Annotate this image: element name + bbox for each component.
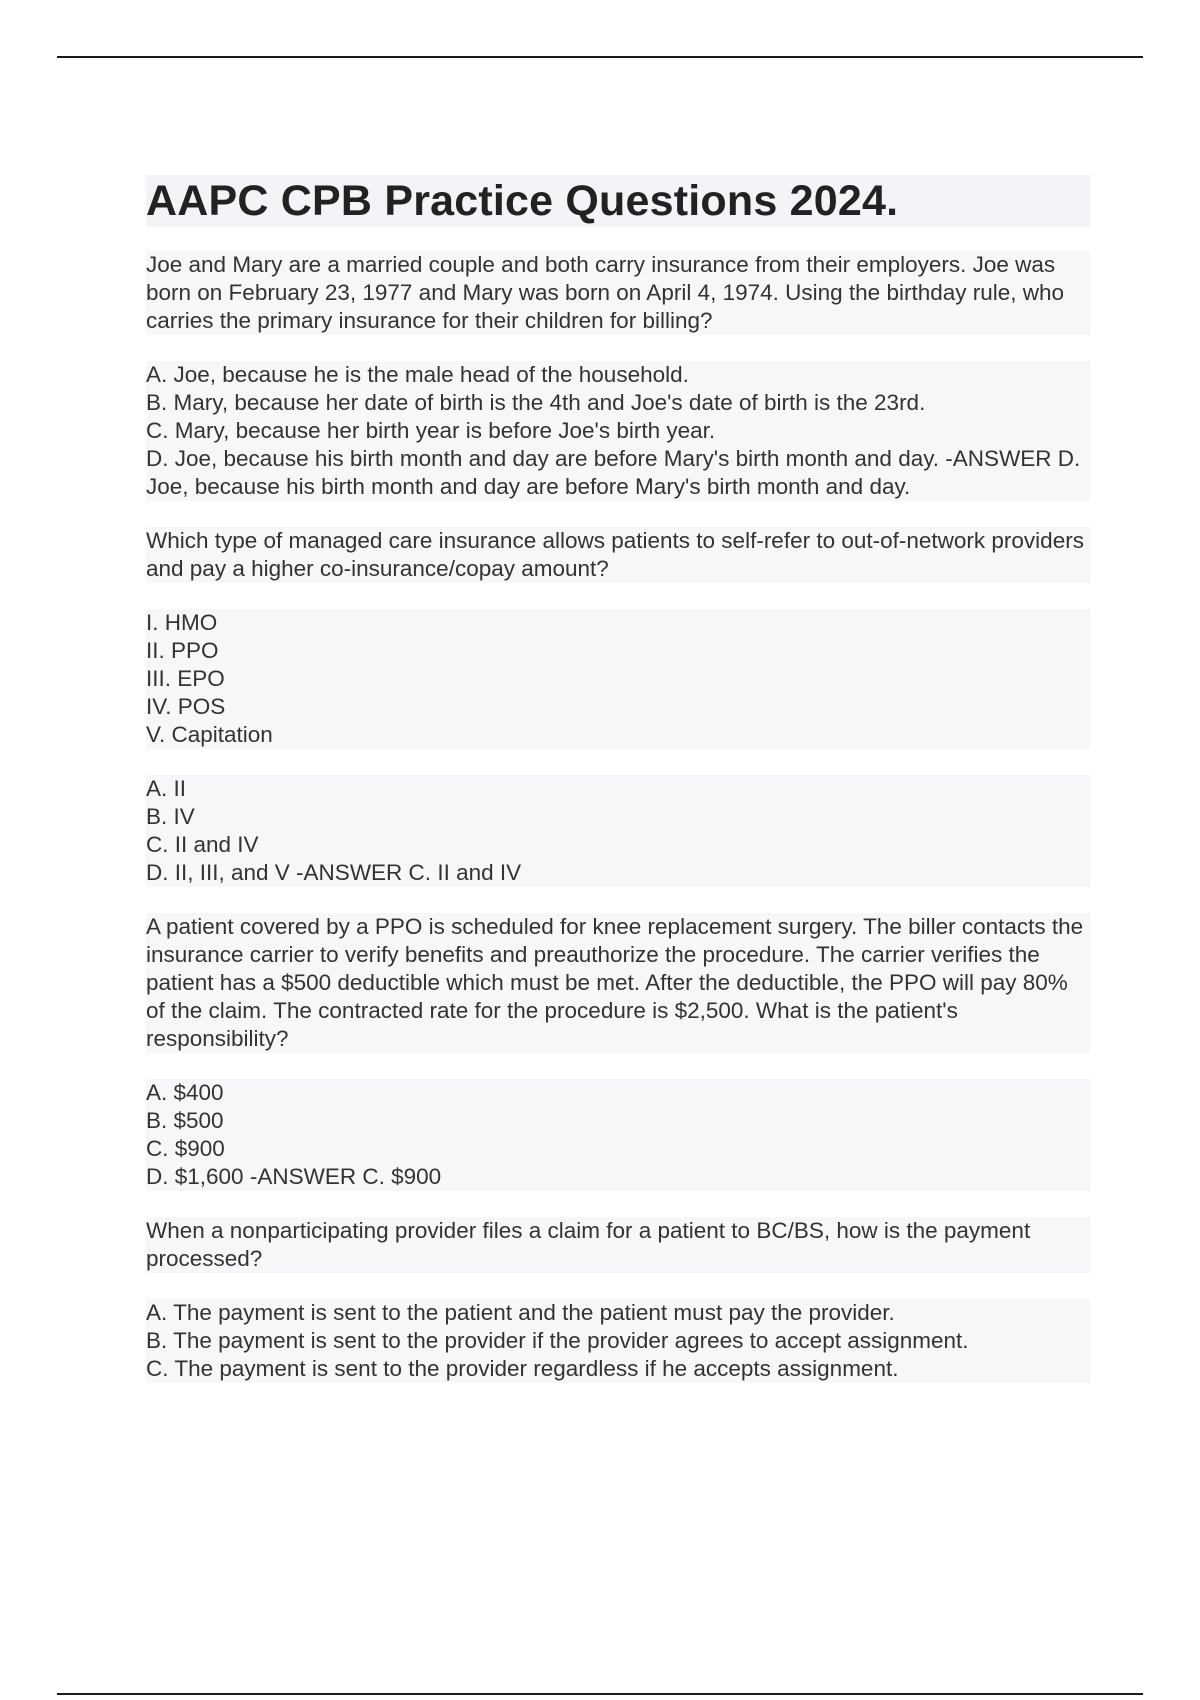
- question-1-stem: Joe and Mary are a married couple and both carry insurance from their employers. Joe was born on February 23, 1977 and Mary was born on April 4, 1974. Using the birthday rule, who carries the primary insurance for their children for billing?: [146, 251, 1090, 335]
- top-rule: [57, 56, 1143, 58]
- question-3-option-d-answer: D. $1,600 -ANSWER C. $900: [146, 1164, 442, 1189]
- question-4-option-a: A. The payment is sent to the patient and the patient must pay the provider.: [146, 1300, 895, 1325]
- question-3-option-b: B. $500: [146, 1108, 224, 1133]
- question-1-options: [146, 361, 1090, 501]
- question-3-option-c: C. $900: [146, 1136, 225, 1161]
- question-4-option-b: B. The payment is sent to the provider if the provider agrees to accept assignment.: [146, 1328, 969, 1353]
- document-body: [146, 175, 1090, 1409]
- question-2-option-d-answer: D. II, III, and V -ANSWER C. II and IV: [146, 860, 522, 885]
- question-2-item-4: IV. POS: [146, 694, 226, 719]
- question-2-option-c: C. II and IV: [146, 832, 259, 857]
- question-1-option-c: C. Mary, because her birth year is before Joe's birth year.: [146, 418, 716, 443]
- question-3-option-a: A. $400: [146, 1080, 224, 1105]
- question-2-option-b: B. IV: [146, 804, 195, 829]
- question-2-item-2: II. PPO: [146, 638, 219, 663]
- question-2-item-1: I. HMO: [146, 610, 218, 635]
- question-4-option-c: C. The payment is sent to the provider regardless if he accepts assignment.: [146, 1356, 899, 1381]
- question-2-stem: Which type of managed care insurance allows patients to self-refer to out-of-network providers and pay a higher co-insurance/copay amount?: [146, 527, 1090, 583]
- question-3-options: [146, 1079, 1090, 1191]
- question-2-item-5: V. Capitation: [146, 722, 273, 747]
- question-1-option-b: B. Mary, because her date of birth is the 4th and Joe's date of birth is the 23rd.: [146, 390, 926, 415]
- question-2-options: [146, 775, 1090, 887]
- document-title: AAPC CPB Practice Questions 2024.: [146, 175, 1090, 227]
- question-4-stem: When a nonparticipating provider files a claim for a patient to BC/BS, how is the payment processed?: [146, 1217, 1090, 1273]
- question-3-stem: A patient covered by a PPO is scheduled for knee replacement surgery. The biller contacts the insurance carrier to verify benefits and preauthorize the procedure. The carrier verifies the patient has a $500 deductible which must be met. After the deductible, the PPO will pay 80% of the claim. The contracted rate for the procedure is $2,500. What is the patient's responsibility?: [146, 913, 1090, 1053]
- bottom-rule: [57, 1693, 1143, 1695]
- question-4-options: [146, 1299, 1090, 1383]
- question-1-option-d-answer: D. Joe, because his birth month and day are before Mary's birth month and day. -ANSWER D. Joe, because his birth month and day are before Mary's birth month and day.: [146, 446, 1081, 499]
- question-2-item-3: III. EPO: [146, 666, 225, 691]
- question-1-option-a: A. Joe, because he is the male head of the household.: [146, 362, 689, 387]
- question-2-option-a: A. II: [146, 776, 187, 801]
- question-2-items: [146, 609, 1090, 749]
